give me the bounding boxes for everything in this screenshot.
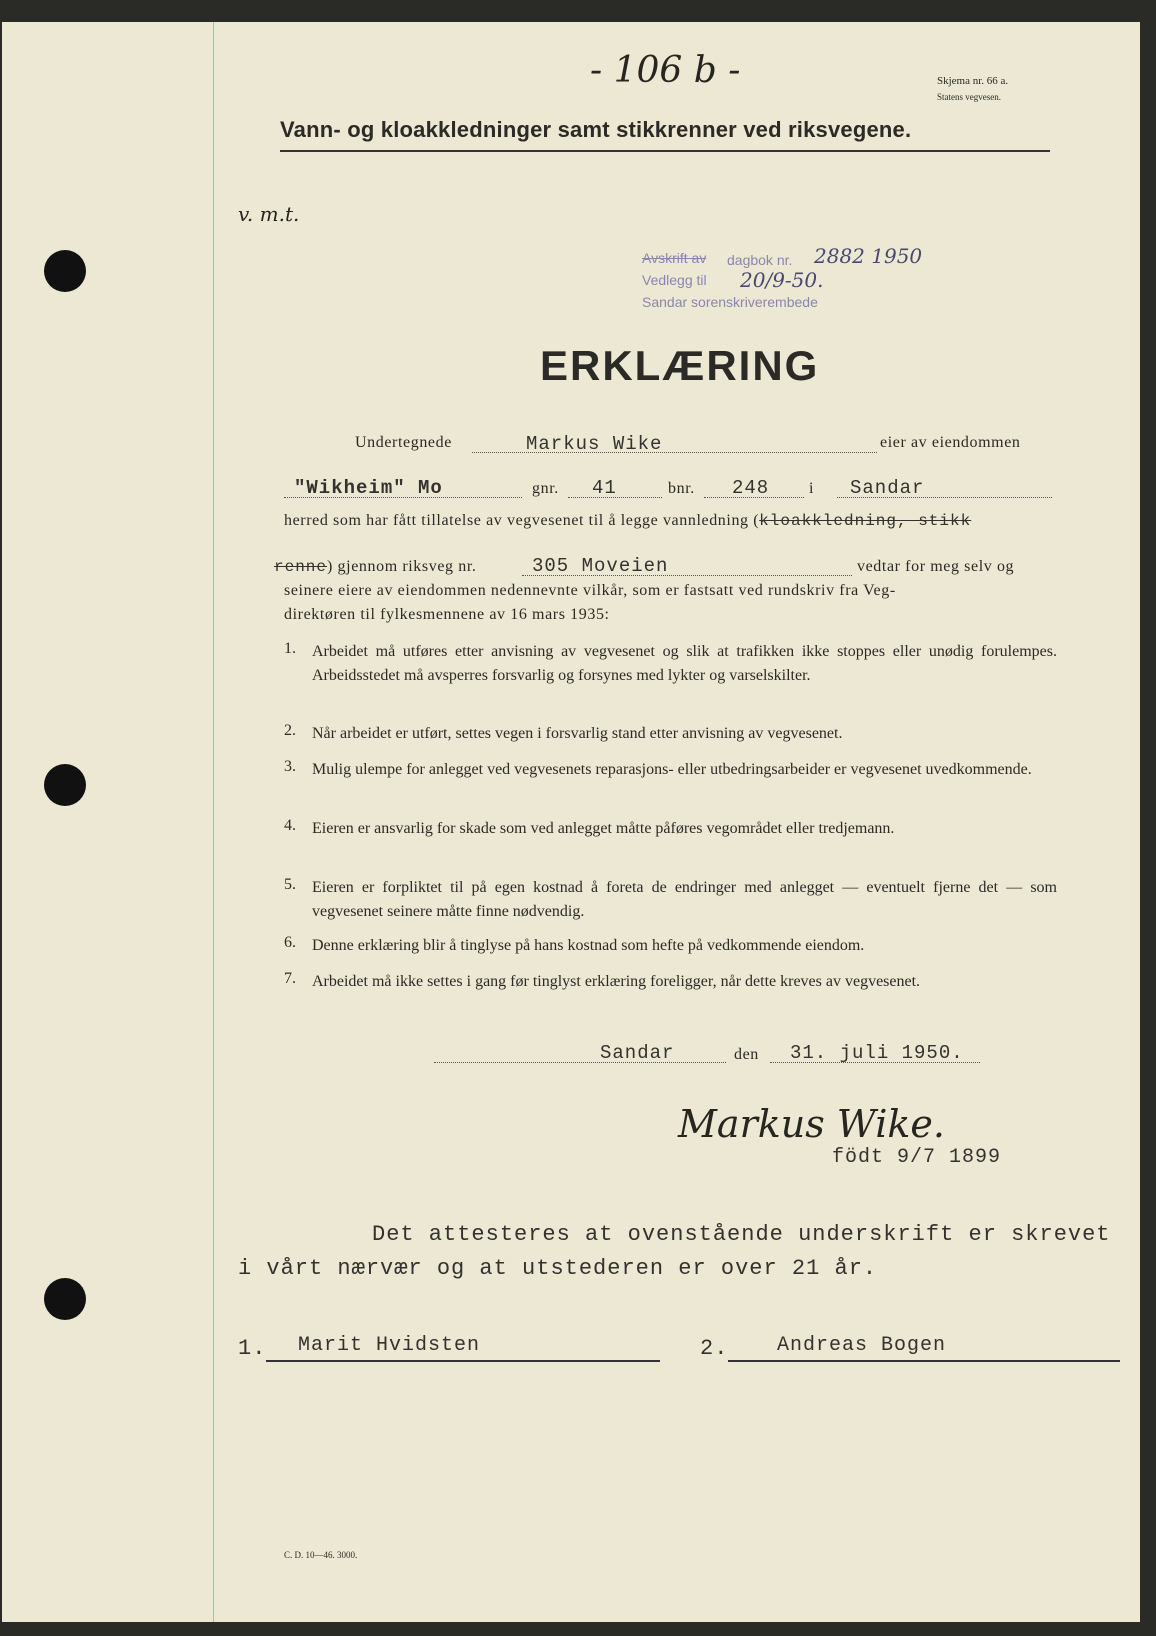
form-number: Skjema nr. 66 a. — [937, 75, 1009, 87]
eier-label: eier av eiendommen — [880, 434, 1021, 451]
condition-number: 1. — [284, 640, 296, 657]
witness-name: Marit Hvidsten — [298, 1334, 481, 1357]
agency-name: Statens vegvesen. — [937, 92, 1001, 102]
den-label: den — [734, 1046, 759, 1063]
witness-number: 2. — [700, 1336, 729, 1361]
witness-number: 1. — [238, 1336, 267, 1361]
stamp-dagbok-number: 2882 1950 — [814, 244, 923, 268]
bnr-value: 248 — [732, 477, 770, 499]
condition-number: 2. — [284, 722, 296, 739]
condition-text: Arbeidet må ikke settes i gang før tinglyst erklæring foreligger, når dette kreves av vegvesenet. — [312, 973, 921, 990]
bnr-label: bnr. — [668, 480, 695, 497]
witness-line — [728, 1360, 1120, 1362]
gnr-label: gnr. — [532, 480, 559, 497]
road-number: 305 Moveien — [532, 555, 669, 577]
declaration-line-3: herred som har fått tillatelse av vegvesenet til å legge vannledning (kloakkledning, stikk — [284, 512, 972, 530]
condition-number: 5. — [284, 876, 296, 893]
punch-hole — [44, 764, 86, 806]
undertegnede-label: Undertegnede — [355, 434, 452, 451]
property-name: "Wikheim" Mo — [294, 477, 443, 499]
condition-text: Denne erklæring blir å tinglyse på hans kostnad som hefte på vedkommende eiendom. — [312, 937, 865, 954]
stamp-prefix: Avskrift av — [642, 250, 707, 266]
condition-number: 7. — [284, 970, 296, 987]
condition-number: 4. — [284, 817, 296, 834]
owner-name: Markus Wike — [526, 433, 663, 455]
place-fill-line — [434, 1062, 726, 1063]
condition-text: Arbeidet må utføres etter anvisning av vegvesenet og slik at trafikken ikke stoppes eller unødig forulempes. Arbeidsstedet må avsperres forsvarlig og forsynes med lykter og varselskilter. — [312, 643, 1057, 684]
document-heading: ERKLÆRING — [540, 342, 820, 389]
margin-line — [213, 22, 214, 1622]
stamp-court-name: Sandar sorenskriverembede — [642, 294, 818, 310]
attestation-line-1: Det attesteres at ovenstående underskrift er skrevet — [372, 1222, 1111, 1247]
condition-text: Mulig ulempe for anlegget ved vegvesenets reparasjons- eller utbedringsarbeider er vegvesenet uvedkommende. — [312, 761, 1032, 778]
title-underline — [280, 150, 1050, 152]
declaration-line-4-end: vedtar for meg selv og — [857, 558, 1015, 575]
condition-text: Eieren er forpliktet til på egen kostnad å foreta de endringer med anlegget — eventuelt fjerne det — som vegvesenet seinere måtte finne nødvendig. — [312, 879, 1057, 920]
document-page — [2, 22, 1140, 1622]
margin-note: v. m.t. — [238, 202, 300, 226]
municipality: Sandar — [850, 477, 925, 499]
date: 31. juli 1950. — [790, 1042, 964, 1064]
struck-text-2: renne — [274, 558, 328, 576]
declaration-line-6: direktøren til fylkesmennene av 16 mars 1935: — [284, 606, 610, 623]
condition-number: 6. — [284, 934, 296, 951]
print-code: C. D. 10—46. 3000. — [284, 1550, 358, 1560]
attestation-line-2: i vårt nærvær og at utstederen er over 21 år. — [238, 1256, 878, 1281]
form-title: Vann- og kloakkledninger samt stikkrenner ved riksvegene. — [280, 117, 912, 142]
witness-name: Andreas Bogen — [777, 1334, 947, 1357]
gnr-value: 41 — [592, 477, 617, 499]
condition-text: Når arbeidet er utført, settes vegen i forsvarlig stand etter anvisning av vegvesenet. — [312, 725, 843, 742]
punch-hole — [44, 250, 86, 292]
witness-line — [266, 1360, 660, 1362]
declaration-line-4: renne) gjennom riksveg nr. — [274, 558, 477, 576]
struck-text: kloakkledning, stikk — [759, 512, 972, 530]
birth-date: födt 9/7 1899 — [832, 1146, 1002, 1169]
page-number: - 106 b - — [590, 50, 741, 91]
condition-text: Eieren er ansvarlig for skade som ved anlegget måtte påføres vegområdet eller tredjemann. — [312, 820, 895, 837]
condition-number: 3. — [284, 758, 296, 775]
signature: Markus Wike. — [678, 1102, 945, 1146]
stamp-vedlegg-date: 20/9-50. — [740, 268, 824, 292]
declaration-line-5: seinere eiere av eiendommen nedennevnte vilkår, som er fastsatt ved rundskriv fra Veg- — [284, 582, 896, 599]
stamp-dagbok-label: dagbok nr. — [727, 252, 793, 268]
place: Sandar — [600, 1042, 675, 1064]
i-label: i — [809, 480, 815, 497]
punch-hole — [44, 1278, 86, 1320]
stamp-vedlegg-label: Vedlegg til — [642, 272, 707, 288]
